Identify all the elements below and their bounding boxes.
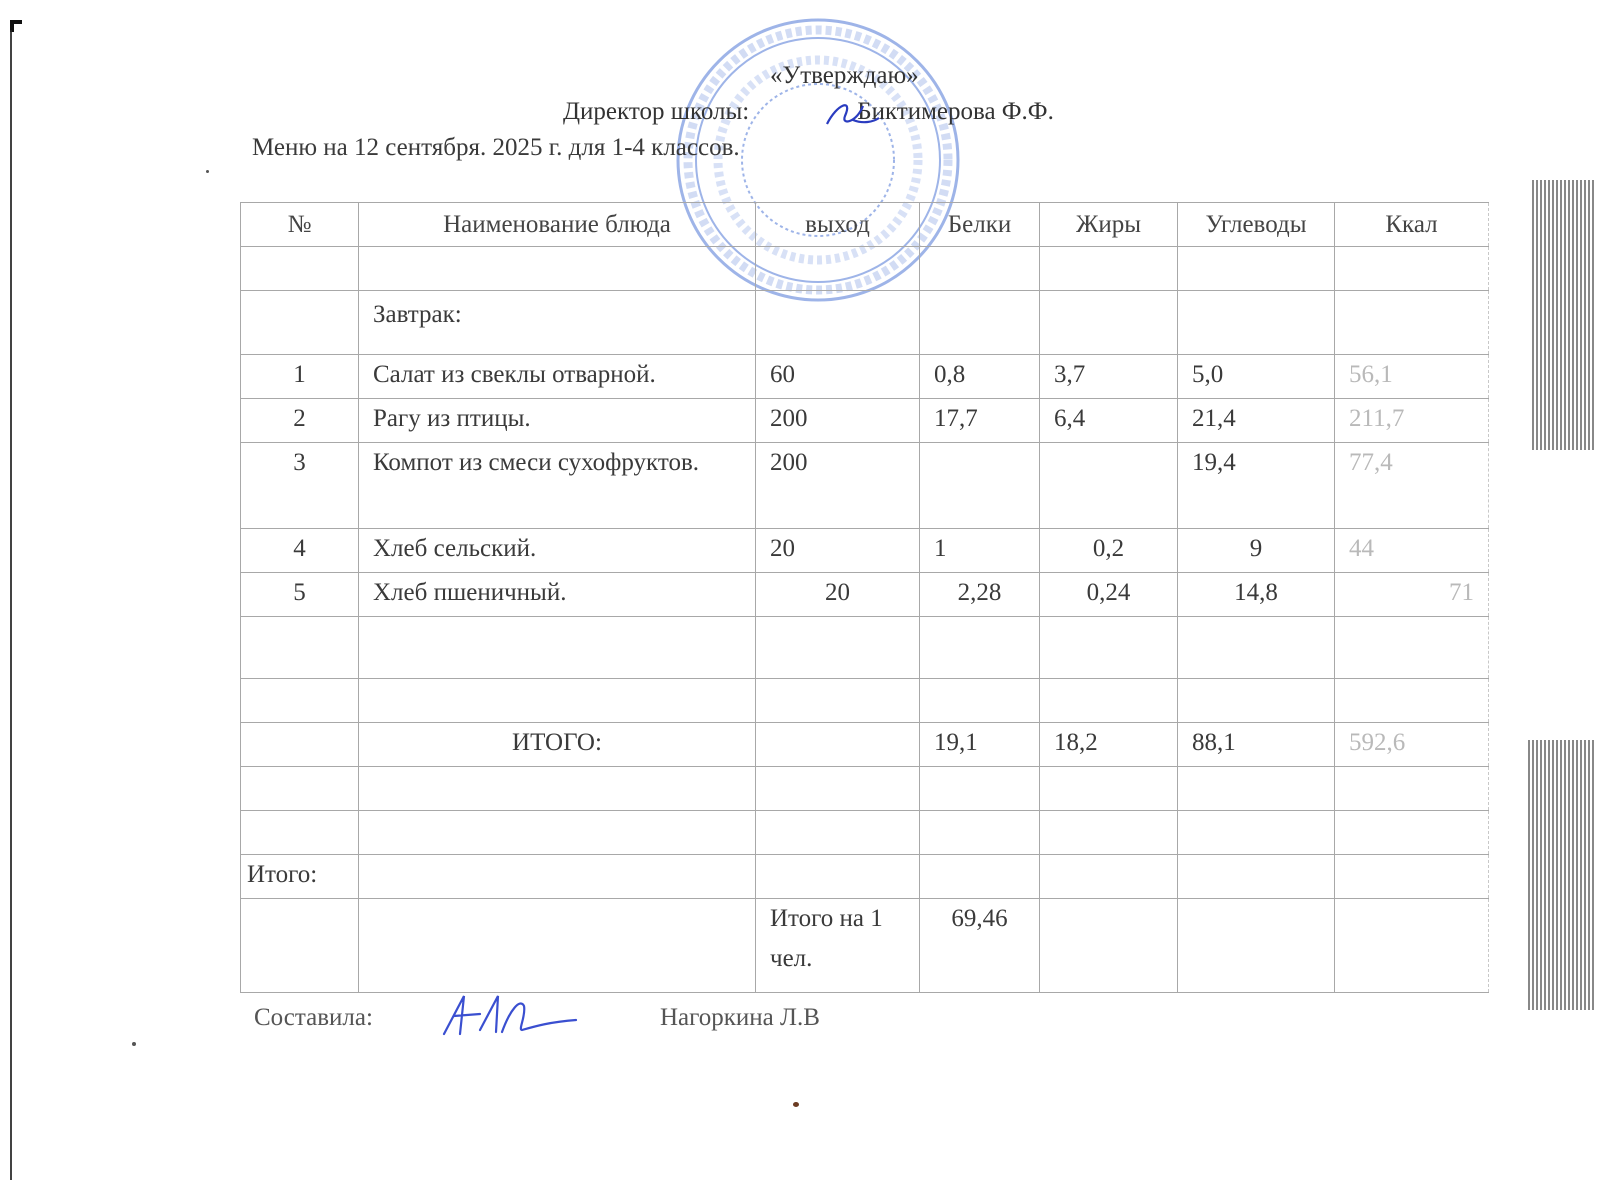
table-row <box>241 855 1489 899</box>
dish-output: 200 <box>756 399 920 443</box>
per-person-label: Итого на 1 чел. <box>756 899 920 993</box>
dish-kcal: 56,1 <box>1335 355 1489 399</box>
menu-table <box>240 202 1489 993</box>
row-number: 1 <box>241 355 359 399</box>
table-row <box>241 399 1489 443</box>
dish-fat <box>1040 443 1178 529</box>
director-signature <box>823 94 881 132</box>
dish-protein: 0,8 <box>920 355 1040 399</box>
table-row <box>241 291 1489 355</box>
table-row <box>241 443 1489 529</box>
dish-name: Хлеб пшеничный. <box>359 573 756 617</box>
itogo-label: Итого: <box>241 855 359 899</box>
director-name: Биктимерова Ф.Ф. <box>857 98 1054 125</box>
dish-carbs: 9 <box>1178 529 1335 573</box>
table-row <box>241 767 1489 811</box>
table-row <box>241 529 1489 573</box>
dish-name: Салат из свеклы отварной. <box>359 355 756 399</box>
dish-name: Хлеб сельский. <box>359 529 756 573</box>
dish-protein: 2,28 <box>920 573 1040 617</box>
table-header-row <box>241 203 1489 247</box>
total-fat: 18,2 <box>1040 723 1178 767</box>
scan-dot <box>206 170 209 173</box>
dish-protein <box>920 443 1040 529</box>
row-number: 3 <box>241 443 359 529</box>
dish-carbs: 5,0 <box>1178 355 1335 399</box>
dish-carbs: 14,8 <box>1178 573 1335 617</box>
director-label: Директор школы: <box>563 98 750 125</box>
col-header: Ккал <box>1335 203 1489 247</box>
dish-kcal: 71 <box>1335 573 1489 617</box>
col-header: Углеводы <box>1178 203 1335 247</box>
col-header: выход <box>756 203 920 247</box>
table-row <box>241 617 1489 679</box>
total-protein: 19,1 <box>920 723 1040 767</box>
dish-fat: 0,2 <box>1040 529 1178 573</box>
dish-kcal: 44 <box>1335 529 1489 573</box>
dish-fat: 6,4 <box>1040 399 1178 443</box>
dish-fat: 3,7 <box>1040 355 1178 399</box>
col-header: № <box>241 203 359 247</box>
dish-protein: 1 <box>920 529 1040 573</box>
scan-noise <box>1500 740 1600 1010</box>
dish-output: 200 <box>756 443 920 529</box>
director-line <box>563 98 1054 126</box>
dish-carbs: 21,4 <box>1178 399 1335 443</box>
col-header: Белки <box>920 203 1040 247</box>
row-number: 5 <box>241 573 359 617</box>
table-row <box>241 811 1489 855</box>
scan-dot <box>132 1042 136 1046</box>
dish-output: 20 <box>756 529 920 573</box>
table-row <box>241 573 1489 617</box>
total-label: ИТОГО: <box>359 723 756 767</box>
dish-name: Компот из смеси сухофруктов. <box>359 443 756 529</box>
table-row <box>241 899 1489 993</box>
dish-fat: 0,24 <box>1040 573 1178 617</box>
total-carbs: 88,1 <box>1178 723 1335 767</box>
dish-name: Рагу из птицы. <box>359 399 756 443</box>
dish-protein: 17,7 <box>920 399 1040 443</box>
row-number: 2 <box>241 399 359 443</box>
table-row <box>241 355 1489 399</box>
dish-kcal: 211,7 <box>1335 399 1489 443</box>
col-header: Наименование блюда <box>359 203 756 247</box>
table-row <box>241 247 1489 291</box>
scan-dot <box>793 1102 799 1107</box>
table-row <box>241 723 1489 767</box>
compiled-name: Нагоркина Л.В <box>660 1004 820 1031</box>
scan-noise <box>1500 180 1600 450</box>
dish-output: 60 <box>756 355 920 399</box>
dish-carbs: 19,4 <box>1178 443 1335 529</box>
compiler-signature <box>440 990 580 1044</box>
compiled-label: Составила: <box>254 1004 373 1031</box>
row-number: 4 <box>241 529 359 573</box>
dish-kcal: 77,4 <box>1335 443 1489 529</box>
section-breakfast: Завтрак: <box>359 291 756 355</box>
scan-edge-line <box>10 30 12 1180</box>
menu-title: Меню на 12 сентября. 2025 г. для 1-4 классов. <box>252 134 740 161</box>
dish-output: 20 <box>756 573 920 617</box>
per-person-value: 69,46 <box>920 899 1040 993</box>
total-kcal: 592,6 <box>1335 723 1489 767</box>
col-header: Жиры <box>1040 203 1178 247</box>
approve-heading: «Утверждаю» <box>770 62 919 89</box>
table-row <box>241 679 1489 723</box>
